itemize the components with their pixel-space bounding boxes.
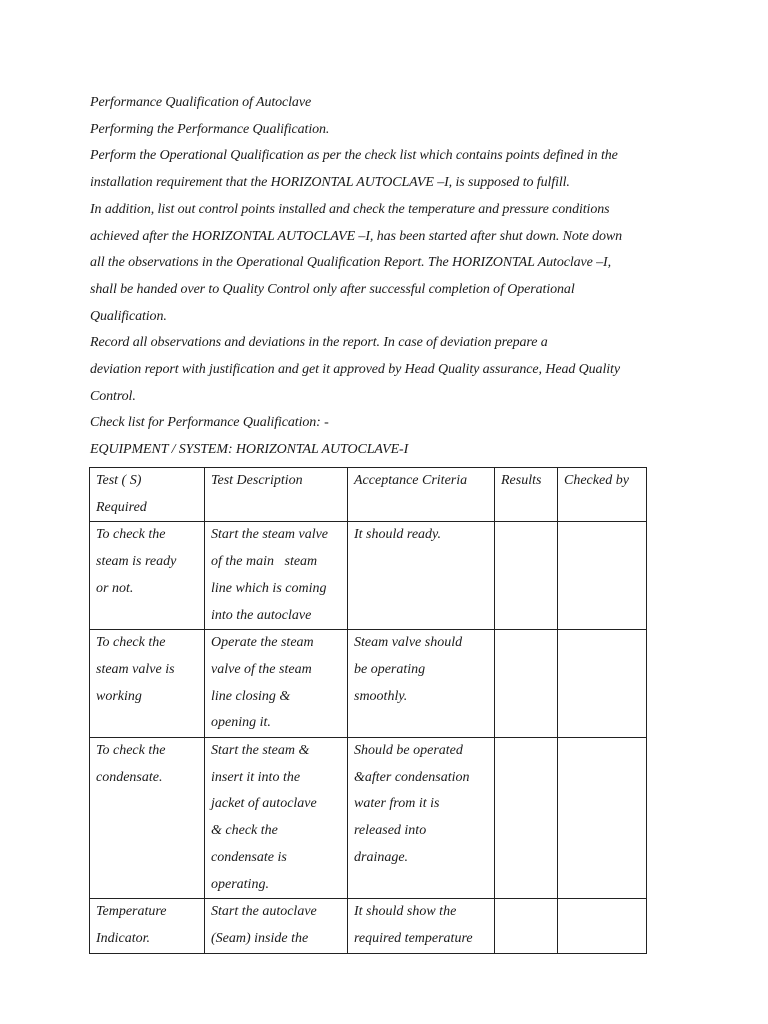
table-row bbox=[90, 630, 647, 738]
cell-description bbox=[205, 522, 348, 630]
body-line: installation requirement that the HORIZONTAL AUTOCLAVE –I, is supposed to fulfill. bbox=[90, 175, 570, 191]
cell-line: & check the bbox=[211, 823, 278, 839]
cell-line: Start the steam valve bbox=[211, 527, 329, 543]
cell-results bbox=[495, 630, 558, 738]
cell-line: condensate. bbox=[96, 769, 163, 785]
section-heading: Performing the Performance Qualification. bbox=[90, 121, 330, 137]
cell-line: To check the bbox=[96, 527, 166, 543]
header-test-description bbox=[205, 468, 348, 522]
header-line: Test ( S) bbox=[96, 473, 142, 488]
cell-criteria bbox=[348, 630, 495, 738]
body-line: Qualification. bbox=[90, 308, 167, 324]
cell-line: Start the steam & bbox=[211, 743, 310, 759]
cell-description bbox=[205, 738, 348, 899]
cell-line: insert it into the bbox=[211, 769, 301, 785]
cell-checked-by bbox=[558, 630, 647, 738]
header-checked-by bbox=[558, 468, 647, 522]
table-header-row bbox=[90, 468, 647, 522]
cell-line: released into bbox=[354, 823, 427, 839]
cell-line: condensate is bbox=[211, 849, 287, 865]
cell-line: steam is ready bbox=[96, 554, 177, 570]
header-line: Checked by bbox=[564, 473, 629, 488]
cell-line: Temperature bbox=[96, 904, 167, 920]
header-acceptance-criteria bbox=[348, 468, 495, 522]
cell-line: Should be operated bbox=[354, 743, 463, 759]
body-line: deviation report with justification and get it approved by Head Quality assurance, Head Quality bbox=[90, 362, 620, 378]
cell-line: line closing & bbox=[211, 688, 291, 704]
cell-line: operating. bbox=[211, 876, 269, 892]
cell-line: Indicator. bbox=[96, 930, 151, 946]
document-body bbox=[90, 90, 690, 464]
header-results bbox=[495, 468, 558, 522]
cell-line: line which is coming bbox=[211, 580, 327, 596]
body-line: achieved after the HORIZONTAL AUTOCLAVE –I, has been started after shut down. Note down bbox=[90, 228, 623, 244]
table-row bbox=[90, 738, 647, 899]
cell-line: into the autoclave bbox=[211, 607, 312, 623]
cell-line: To check the bbox=[96, 635, 166, 651]
cell-checked-by bbox=[558, 899, 647, 953]
cell-description bbox=[205, 899, 348, 953]
cell-checked-by bbox=[558, 522, 647, 630]
cell-criteria bbox=[348, 522, 495, 630]
cell-line: opening it. bbox=[211, 715, 271, 731]
header-line: Required bbox=[96, 499, 147, 515]
document-title: Performance Qualification of Autoclave bbox=[90, 95, 312, 110]
cell-test bbox=[90, 899, 205, 953]
table-row bbox=[90, 522, 647, 630]
table-row bbox=[90, 899, 647, 953]
cell-line: valve of the steam bbox=[211, 661, 312, 677]
cell-line: working bbox=[96, 688, 142, 704]
cell-line: (Seam) inside the bbox=[211, 930, 309, 946]
cell-checked-by bbox=[558, 738, 647, 899]
cell-criteria bbox=[348, 899, 495, 953]
cell-test bbox=[90, 522, 205, 630]
cell-line: be operating bbox=[354, 661, 426, 677]
cell-line: jacket of autoclave bbox=[211, 796, 317, 812]
header-line: Acceptance Criteria bbox=[354, 473, 468, 488]
equipment-label: EQUIPMENT / SYSTEM: HORIZONTAL AUTOCLAVE-I bbox=[90, 442, 409, 458]
cell-line: water from it is bbox=[354, 796, 440, 812]
header-line: Test Description bbox=[211, 473, 303, 488]
checklist-heading: Check list for Performance Qualification: - bbox=[90, 415, 329, 431]
cell-results bbox=[495, 522, 558, 630]
cell-criteria bbox=[348, 738, 495, 899]
cell-results bbox=[495, 738, 558, 899]
cell-test bbox=[90, 630, 205, 738]
cell-line: Steam valve should bbox=[354, 635, 463, 651]
header-test-required bbox=[90, 468, 205, 522]
cell-line: required temperature bbox=[354, 930, 473, 946]
cell-test bbox=[90, 738, 205, 899]
body-line: shall be handed over to Quality Control only after successful completion of Operational bbox=[90, 281, 575, 297]
cell-line: Start the autoclave bbox=[211, 904, 317, 920]
checklist-table bbox=[89, 467, 647, 954]
cell-line: It should show the bbox=[354, 904, 457, 920]
body-line: Control. bbox=[90, 388, 136, 404]
cell-line: smoothly. bbox=[354, 688, 408, 704]
cell-line: It should ready. bbox=[354, 527, 441, 543]
cell-description bbox=[205, 630, 348, 738]
header-line: Results bbox=[501, 473, 542, 488]
cell-line: steam valve is bbox=[96, 661, 175, 677]
body-line: all the observations in the Operational Qualification Report. The HORIZONTAL Autoclave –I, bbox=[90, 255, 612, 271]
body-line: Record all observations and deviations in the report. In case of deviation prepare a bbox=[90, 335, 548, 351]
cell-line: drainage. bbox=[354, 849, 409, 865]
cell-line: of the main steam bbox=[211, 554, 318, 570]
body-line: Perform the Operational Qualification as per the check list which contains points defined in the bbox=[90, 148, 618, 164]
cell-line: or not. bbox=[96, 580, 134, 596]
body-line: In addition, list out control points installed and check the temperature and pressure conditions bbox=[90, 201, 610, 217]
cell-line: &after condensation bbox=[354, 769, 470, 785]
cell-results bbox=[495, 899, 558, 953]
cell-line: Operate the steam bbox=[211, 635, 314, 651]
cell-line: To check the bbox=[96, 743, 166, 759]
